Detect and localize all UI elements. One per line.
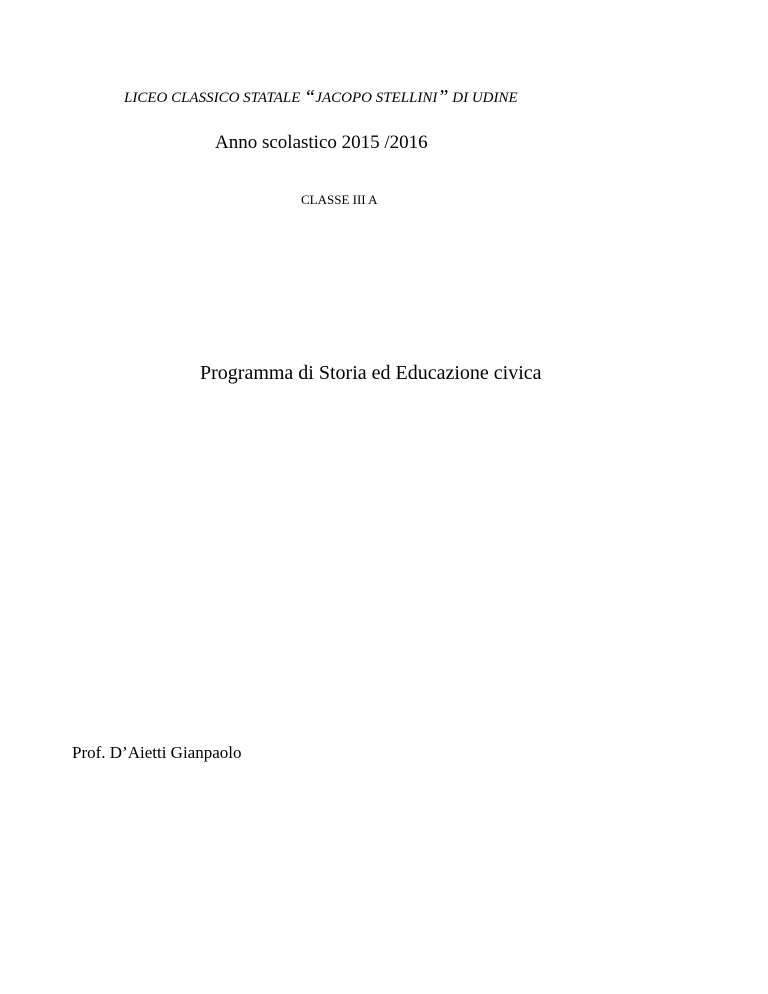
school-prefix: LICEO CLASSICO STATALE: [124, 90, 305, 106]
open-quote: “: [304, 86, 316, 108]
teacher-name: Prof. D’Aietti Gianpaolo: [72, 743, 242, 762]
school-name: JACOPO STELLINI: [315, 90, 438, 106]
school-suffix: DI UDINE: [448, 90, 518, 106]
class-label: CLASSE III A: [301, 192, 378, 207]
school-year: Anno scolastico 2015 /2016: [215, 132, 428, 153]
close-quote: ”: [437, 86, 449, 108]
document-title: Programma di Storia ed Educazione civica: [200, 362, 542, 384]
school-heading: [124, 87, 518, 107]
